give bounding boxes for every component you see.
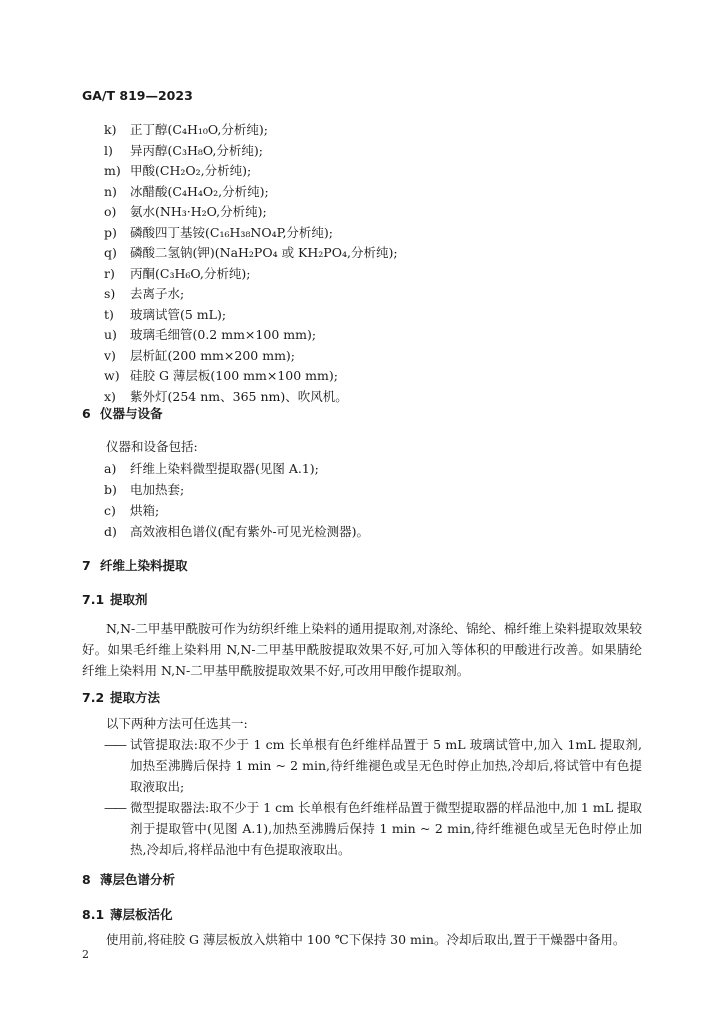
item-text: 玻璃试管(5 mL); — [130, 306, 227, 322]
dash-marker: —— — [104, 737, 125, 752]
equipment-item — [104, 500, 644, 521]
item-text: 异丙醇(C₃H₈O,分析纯); — [130, 142, 263, 158]
method-item — [104, 734, 642, 797]
reagent-item — [104, 387, 664, 408]
section-6-heading — [82, 404, 163, 422]
reagent-item — [104, 346, 664, 367]
section-number: 8 — [82, 872, 91, 887]
item-text: 电加热套; — [130, 482, 185, 497]
subsection-title: 薄层板活化 — [110, 907, 173, 922]
item-label: o) — [104, 204, 117, 219]
activation-paragraph: 使用前,将硅胶 G 薄层板放入烘箱中 100 ℃下保持 30 min。冷却后取出,置于干燥器中备用。 — [106, 932, 626, 947]
reagent-item — [104, 223, 664, 244]
item-label: l) — [104, 142, 113, 158]
equipment-item — [104, 458, 644, 479]
extractant-paragraph: N,N-二甲基甲酰胺可作为纺织纤维上染料的通用提取剂,对涤纶、锦纶、棉纤维上染料提取效果较好。如果毛纤维上染料用 N,N-二甲基甲酰胺提取效果不好,可加入等体积的甲酸进行改善。如果腈纶纤维上染料用 N,N-二甲基甲酰胺提取效果不好,可改用甲酸作提取剂。 — [82, 621, 642, 678]
document-code-header: GA/T 819—2023 — [82, 88, 193, 103]
equipment-item — [104, 521, 644, 542]
subsection-7-2-intro — [82, 713, 642, 734]
subsection-number: 7.2 — [82, 690, 105, 705]
method-text: 微型提取器法:取不少于 1 cm 长单根有色纤维样品置于微型提取器的样品池中,加 1 mL 提取剂于提取管中(见图 A.1),加热至沸腾后保持 1 min ~ 2 min,待纤维褪色或呈无色时停止加热,冷却后,将样品池中有色提取液取出。 — [130, 800, 642, 857]
item-label: q) — [104, 245, 117, 260]
subsection-number: 7.1 — [82, 592, 105, 607]
item-label: a) — [104, 461, 117, 476]
subsection-title: 提取剂 — [110, 592, 148, 607]
reagent-item — [104, 264, 664, 285]
item-text: 玻璃毛细管(0.2 mm×100 mm); — [130, 327, 317, 342]
reagent-item — [104, 325, 664, 346]
item-label: u) — [104, 327, 117, 342]
method-item — [104, 797, 642, 860]
subsection-8-1-body — [82, 929, 642, 950]
item-text: 纤维上染料微型提取器(见图 A.1); — [130, 461, 319, 476]
item-label: b) — [104, 482, 117, 497]
reagent-item — [104, 120, 664, 141]
reagent-item — [104, 161, 664, 182]
item-text: 去离子水; — [130, 286, 185, 301]
subsection-7-1-body — [82, 618, 642, 681]
section-8-heading — [82, 870, 175, 888]
item-text: 紫外灯(254 nm、365 nm)、吹风机。 — [130, 388, 348, 404]
reagent-item — [104, 366, 664, 387]
item-text: 层析缸(200 mm×200 mm); — [130, 347, 296, 363]
item-text: 硅胶 G 薄层板(100 mm×100 mm); — [130, 368, 338, 383]
reagent-item — [104, 284, 664, 305]
dash-marker: —— — [104, 800, 125, 815]
item-text: 烘箱; — [130, 503, 160, 518]
item-label: s) — [104, 286, 116, 301]
section-6-intro — [82, 436, 642, 457]
item-text: 甲酸(CH₂O₂,分析纯); — [130, 163, 252, 178]
reagent-item — [104, 305, 664, 326]
method-text: 试管提取法:取不少于 1 cm 长单根有色纤维样品置于 5 mL 玻璃试管中,加入 1mL 提取剂,加热至沸腾后保持 1 min ~ 2 min,待纤维褪色或呈无色时停止加热,冷却后,将试管中有色提取液取出; — [130, 737, 642, 794]
item-label: k) — [104, 122, 117, 137]
item-label: r) — [104, 265, 115, 281]
subsection-number: 8.1 — [82, 907, 105, 922]
reagent-item — [104, 141, 664, 162]
item-label: c) — [104, 503, 116, 518]
item-text: 磷酸二氢钠(钾)(NaH₂PO₄ 或 KH₂PO₄,分析纯); — [130, 245, 398, 260]
methods-list — [104, 734, 642, 860]
intro-paragraph: 仪器和设备包括: — [106, 439, 198, 454]
equipment-list — [104, 458, 644, 542]
item-label: n) — [104, 183, 117, 199]
methods-intro: 以下两种方法可任选其一: — [106, 716, 248, 731]
item-label: t) — [104, 306, 114, 322]
item-text: 正丁醇(C₄H₁₀O,分析纯); — [130, 122, 268, 137]
item-label: d) — [104, 524, 117, 539]
item-label: p) — [104, 224, 117, 240]
item-label: v) — [104, 347, 116, 363]
item-label: w) — [104, 368, 120, 383]
reagent-item — [104, 243, 664, 264]
equipment-item — [104, 479, 644, 500]
item-text: 丙酮(C₃H₆O,分析纯); — [130, 265, 251, 281]
item-text: 高效液相色谱仪(配有紫外-可见光检测器)。 — [130, 524, 369, 539]
section-title: 薄层色谱分析 — [100, 872, 176, 887]
section-title: 仪器与设备 — [100, 406, 163, 421]
section-title: 纤维上染料提取 — [100, 558, 188, 573]
reagent-item — [104, 182, 664, 203]
item-label: x) — [104, 388, 116, 404]
subsection-8-1-heading — [82, 905, 173, 923]
item-text: 冰醋酸(C₄H₄O₂,分析纯); — [130, 183, 269, 199]
subsection-7-2-heading — [82, 688, 160, 706]
reagent-list — [104, 120, 664, 407]
section-7-heading — [82, 556, 188, 574]
item-label: m) — [104, 163, 121, 178]
subsection-7-1-heading — [82, 590, 148, 608]
subsection-title: 提取方法 — [110, 690, 161, 705]
reagent-item — [104, 202, 664, 223]
item-text: 氨水(NH₃·H₂O,分析纯); — [130, 204, 267, 219]
page-number: 2 — [82, 948, 89, 961]
section-number: 7 — [82, 558, 91, 573]
item-text: 磷酸四丁基铵(C₁₆H₃₈NO₄P,分析纯); — [130, 224, 334, 240]
section-number: 6 — [82, 406, 91, 421]
